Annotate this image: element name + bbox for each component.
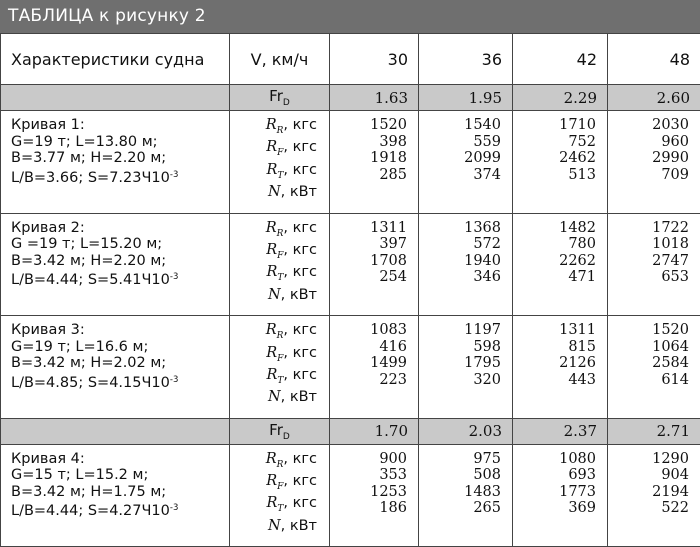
curve-param-text: G =19 т; L=15.20 м; bbox=[11, 236, 162, 252]
quantity-symbol: N bbox=[268, 518, 281, 534]
value-cell: 1520 bbox=[330, 117, 407, 134]
curve-param-text: B=3.77 м; H=2.20 м; bbox=[11, 150, 166, 166]
quantity-label: $R_F$, кгс bbox=[230, 242, 317, 264]
quantity-symbol: N bbox=[268, 184, 281, 200]
value-cell: 653 bbox=[608, 269, 689, 286]
froude-value: 1.63 bbox=[330, 85, 419, 111]
curve-description bbox=[1, 316, 230, 419]
value-cell: 904 bbox=[608, 467, 689, 484]
quantity-symbol: N bbox=[268, 389, 281, 405]
curve-block bbox=[1, 316, 700, 419]
quantity-symbol: R bbox=[266, 242, 277, 258]
value-cell: 2030 bbox=[608, 117, 689, 134]
curve-description bbox=[1, 444, 230, 547]
value-cell: 1311 bbox=[330, 220, 407, 237]
speed-values-column bbox=[513, 213, 608, 316]
value-cell: 346 bbox=[419, 269, 501, 286]
curve-param-text: B=3.42 м; H=1.75 м; bbox=[11, 484, 166, 500]
froude-value: 2.29 bbox=[513, 85, 608, 111]
speed-values-column bbox=[419, 213, 513, 316]
value-cell: 1482 bbox=[513, 220, 596, 237]
value-cell: 443 bbox=[513, 372, 596, 389]
curve-exponent: -3 bbox=[170, 375, 178, 385]
quantity-label: N, кВт bbox=[230, 287, 317, 309]
quantity-subscript: T bbox=[277, 376, 283, 386]
curve-param-text: L/B=3.66; S=7.23Ч10 bbox=[11, 170, 170, 186]
speed-values-column bbox=[608, 444, 700, 547]
value-cell: 559 bbox=[419, 134, 501, 151]
value-cell: 1940 bbox=[419, 253, 501, 270]
value-cell: 2099 bbox=[419, 150, 501, 167]
curve-param-text: B=3.42 м; H=2.20 м; bbox=[11, 253, 166, 269]
speed-values-column bbox=[513, 316, 608, 419]
curve-exponent: -3 bbox=[170, 272, 178, 282]
header-speed-30: 30 bbox=[330, 34, 419, 85]
curve-parameters bbox=[11, 134, 229, 151]
quantity-subscript: R bbox=[277, 126, 284, 136]
value-cell: 1080 bbox=[513, 451, 596, 468]
table-title: ТАБЛИЦА к рисунку 2 bbox=[0, 0, 700, 33]
value-cell: 1311 bbox=[513, 322, 596, 339]
quantity-unit: кгс bbox=[293, 322, 317, 338]
value-cell: 1540 bbox=[419, 117, 501, 134]
quantity-unit: кгс bbox=[293, 117, 317, 133]
speed-values-column bbox=[608, 111, 700, 214]
header-speed-42: 42 bbox=[513, 34, 608, 85]
value-cell: 1499 bbox=[330, 355, 407, 372]
froude-value: 2.71 bbox=[608, 418, 700, 444]
quantity-subscript: R bbox=[277, 460, 284, 470]
quantity-label: $R_R$, кгс bbox=[230, 451, 317, 473]
value-cell: 1064 bbox=[608, 339, 689, 356]
value-cell: 693 bbox=[513, 467, 596, 484]
curve-parameters bbox=[11, 167, 229, 187]
quantity-unit: кгс bbox=[293, 495, 317, 511]
value-cell: 416 bbox=[330, 339, 407, 356]
froude-subscript: D bbox=[283, 432, 290, 442]
curve-parameters bbox=[11, 236, 229, 253]
quantity-unit: кВт bbox=[290, 287, 317, 303]
curve-name: Кривая 3: bbox=[11, 322, 229, 339]
value-cell: 397 bbox=[330, 236, 407, 253]
value-cell: 2747 bbox=[608, 253, 689, 270]
value-cell: 374 bbox=[419, 167, 501, 184]
value-cell: 975 bbox=[419, 451, 501, 468]
quantity-unit: кгс bbox=[293, 139, 317, 155]
speed-values-column bbox=[419, 111, 513, 214]
froude-value: 1.70 bbox=[330, 418, 419, 444]
speed-values-column bbox=[330, 111, 419, 214]
quantity-unit: кгс bbox=[293, 367, 317, 383]
speed-values-column bbox=[419, 444, 513, 547]
quantity-symbol: R bbox=[266, 367, 277, 383]
value-cell: 186 bbox=[330, 500, 407, 517]
curve-parameters bbox=[11, 372, 229, 392]
value-cell: 2990 bbox=[608, 150, 689, 167]
curve-block bbox=[1, 444, 700, 547]
value-cell: 398 bbox=[330, 134, 407, 151]
curve-exponent: -3 bbox=[170, 503, 178, 513]
froude-row bbox=[1, 418, 700, 444]
value-cell: 1290 bbox=[608, 451, 689, 468]
quantity-label: N, кВт bbox=[230, 389, 317, 411]
speed-values-column bbox=[513, 444, 608, 547]
value-cell: 1253 bbox=[330, 484, 407, 501]
value-cell: 508 bbox=[419, 467, 501, 484]
curve-param-text: G=19 т; L=16.6 м; bbox=[11, 339, 148, 355]
quantity-unit: кгс bbox=[293, 220, 317, 236]
quantity-unit: кВт bbox=[290, 389, 317, 405]
froude-value: 2.60 bbox=[608, 85, 700, 111]
quantity-symbol: R bbox=[266, 345, 277, 361]
value-cell: 223 bbox=[330, 372, 407, 389]
quantity-labels bbox=[230, 444, 330, 547]
value-cell: 900 bbox=[330, 451, 407, 468]
quantity-subscript: F bbox=[277, 251, 283, 261]
value-cell: 254 bbox=[330, 269, 407, 286]
curve-parameters bbox=[11, 484, 229, 501]
value-cell: 1722 bbox=[608, 220, 689, 237]
curve-block bbox=[1, 111, 700, 214]
quantity-symbol: R bbox=[266, 322, 277, 338]
quantity-unit: кгс bbox=[293, 473, 317, 489]
value-cell: 2262 bbox=[513, 253, 596, 270]
value-cell: 1368 bbox=[419, 220, 501, 237]
speed-values-column bbox=[608, 213, 700, 316]
quantity-subscript: R bbox=[277, 331, 284, 341]
header-characteristics: Характеристики судна bbox=[1, 34, 230, 85]
quantity-unit: кВт bbox=[290, 184, 317, 200]
value-cell: 815 bbox=[513, 339, 596, 356]
quantity-subscript: F bbox=[277, 353, 283, 363]
value-cell: 513 bbox=[513, 167, 596, 184]
quantity-symbol: R bbox=[266, 162, 277, 178]
quantity-label: $R_F$, кгс bbox=[230, 139, 317, 161]
quantity-label: $R_R$, кгс bbox=[230, 220, 317, 242]
quantity-unit: кгс bbox=[293, 451, 317, 467]
value-cell: 752 bbox=[513, 134, 596, 151]
quantity-label: $R_R$, кгс bbox=[230, 322, 317, 344]
quantity-subscript: T bbox=[277, 273, 283, 283]
quantity-labels bbox=[230, 316, 330, 419]
value-cell: 780 bbox=[513, 236, 596, 253]
froude-subscript: D bbox=[283, 98, 290, 108]
quantity-symbol: R bbox=[266, 473, 277, 489]
value-cell: 1083 bbox=[330, 322, 407, 339]
froude-symbol: Fr bbox=[269, 87, 283, 105]
value-cell: 1708 bbox=[330, 253, 407, 270]
quantity-symbol: R bbox=[266, 451, 277, 467]
value-cell: 1197 bbox=[419, 322, 501, 339]
quantity-label: $R_T$, кгс bbox=[230, 264, 317, 286]
curve-name: Кривая 2: bbox=[11, 220, 229, 237]
value-cell: 1795 bbox=[419, 355, 501, 372]
speed-values-column bbox=[330, 316, 419, 419]
quantity-unit: кгс bbox=[293, 162, 317, 178]
value-cell: 1483 bbox=[419, 484, 501, 501]
value-cell: 285 bbox=[330, 167, 407, 184]
froude-blank bbox=[1, 85, 230, 111]
value-cell: 353 bbox=[330, 467, 407, 484]
quantity-unit: кгс bbox=[293, 242, 317, 258]
value-cell: 1773 bbox=[513, 484, 596, 501]
curve-name: Кривая 1: bbox=[11, 117, 229, 134]
quantity-subscript: F bbox=[277, 482, 283, 492]
quantity-subscript: R bbox=[277, 228, 284, 238]
quantity-unit: кгс bbox=[293, 264, 317, 280]
quantity-label: N, кВт bbox=[230, 184, 317, 206]
froude-blank bbox=[1, 418, 230, 444]
ship-characteristics-table bbox=[0, 33, 700, 547]
value-cell: 709 bbox=[608, 167, 689, 184]
value-cell: 960 bbox=[608, 134, 689, 151]
curve-parameters bbox=[11, 467, 229, 484]
quantity-unit: кгс bbox=[293, 345, 317, 361]
quantity-label: N, кВт bbox=[230, 518, 317, 540]
value-cell: 522 bbox=[608, 500, 689, 517]
curve-parameters bbox=[11, 150, 229, 167]
quantity-symbol: R bbox=[266, 139, 277, 155]
curve-parameters bbox=[11, 355, 229, 372]
value-cell: 265 bbox=[419, 500, 501, 517]
curve-block bbox=[1, 213, 700, 316]
value-cell: 1018 bbox=[608, 236, 689, 253]
speed-values-column bbox=[330, 213, 419, 316]
quantity-symbol: N bbox=[268, 287, 281, 303]
quantity-labels bbox=[230, 111, 330, 214]
quantity-label: $R_F$, кгс bbox=[230, 473, 317, 495]
quantity-labels bbox=[230, 213, 330, 316]
curve-param-text: L/B=4.44; S=4.27Ч10 bbox=[11, 503, 170, 519]
quantity-label: $R_T$, кгс bbox=[230, 495, 317, 517]
value-cell: 572 bbox=[419, 236, 501, 253]
speed-values-column bbox=[419, 316, 513, 419]
quantity-subscript: F bbox=[277, 148, 283, 158]
curve-parameters bbox=[11, 253, 229, 270]
quantity-label: $R_R$, кгс bbox=[230, 117, 317, 139]
curve-param-text: B=3.42 м; H=2.02 м; bbox=[11, 355, 166, 371]
value-cell: 1918 bbox=[330, 150, 407, 167]
header-row bbox=[1, 34, 700, 85]
froude-row bbox=[1, 85, 700, 111]
value-cell: 614 bbox=[608, 372, 689, 389]
curve-param-text: L/B=4.85; S=4.15Ч10 bbox=[11, 375, 170, 391]
quantity-subscript: T bbox=[277, 171, 283, 181]
curve-name: Кривая 4: bbox=[11, 451, 229, 468]
header-speed-48: 48 bbox=[608, 34, 700, 85]
quantity-symbol: R bbox=[266, 220, 277, 236]
curve-parameters bbox=[11, 269, 229, 289]
quantity-label: $R_T$, кгс bbox=[230, 162, 317, 184]
quantity-symbol: R bbox=[266, 495, 277, 511]
quantity-subscript: T bbox=[277, 504, 283, 514]
value-cell: 598 bbox=[419, 339, 501, 356]
value-cell: 320 bbox=[419, 372, 501, 389]
froude-label bbox=[230, 85, 330, 111]
quantity-unit: кВт bbox=[290, 518, 317, 534]
froude-label bbox=[230, 418, 330, 444]
speed-values-column bbox=[608, 316, 700, 419]
speed-values-column bbox=[513, 111, 608, 214]
quantity-label: $R_F$, кгс bbox=[230, 345, 317, 367]
curve-parameters bbox=[11, 500, 229, 520]
value-cell: 2584 bbox=[608, 355, 689, 372]
curve-exponent: -3 bbox=[170, 170, 178, 180]
froude-value: 2.03 bbox=[419, 418, 513, 444]
froude-symbol: Fr bbox=[269, 421, 283, 439]
header-speed-36: 36 bbox=[419, 34, 513, 85]
curve-param-text: G=19 т; L=13.80 м; bbox=[11, 134, 158, 150]
curve-description bbox=[1, 213, 230, 316]
value-cell: 2462 bbox=[513, 150, 596, 167]
header-speed-label: V, км/ч bbox=[230, 34, 330, 85]
curve-description bbox=[1, 111, 230, 214]
quantity-symbol: R bbox=[266, 264, 277, 280]
froude-value: 2.37 bbox=[513, 418, 608, 444]
curve-param-text: L/B=4.44; S=5.41Ч10 bbox=[11, 272, 170, 288]
quantity-label: $R_T$, кгс bbox=[230, 367, 317, 389]
curve-param-text: G=15 т; L=15.2 м; bbox=[11, 467, 148, 483]
value-cell: 2194 bbox=[608, 484, 689, 501]
speed-values-column bbox=[330, 444, 419, 547]
froude-value: 1.95 bbox=[419, 85, 513, 111]
value-cell: 1520 bbox=[608, 322, 689, 339]
value-cell: 471 bbox=[513, 269, 596, 286]
value-cell: 1710 bbox=[513, 117, 596, 134]
quantity-symbol: R bbox=[266, 117, 277, 133]
value-cell: 2126 bbox=[513, 355, 596, 372]
value-cell: 369 bbox=[513, 500, 596, 517]
curve-parameters bbox=[11, 339, 229, 356]
